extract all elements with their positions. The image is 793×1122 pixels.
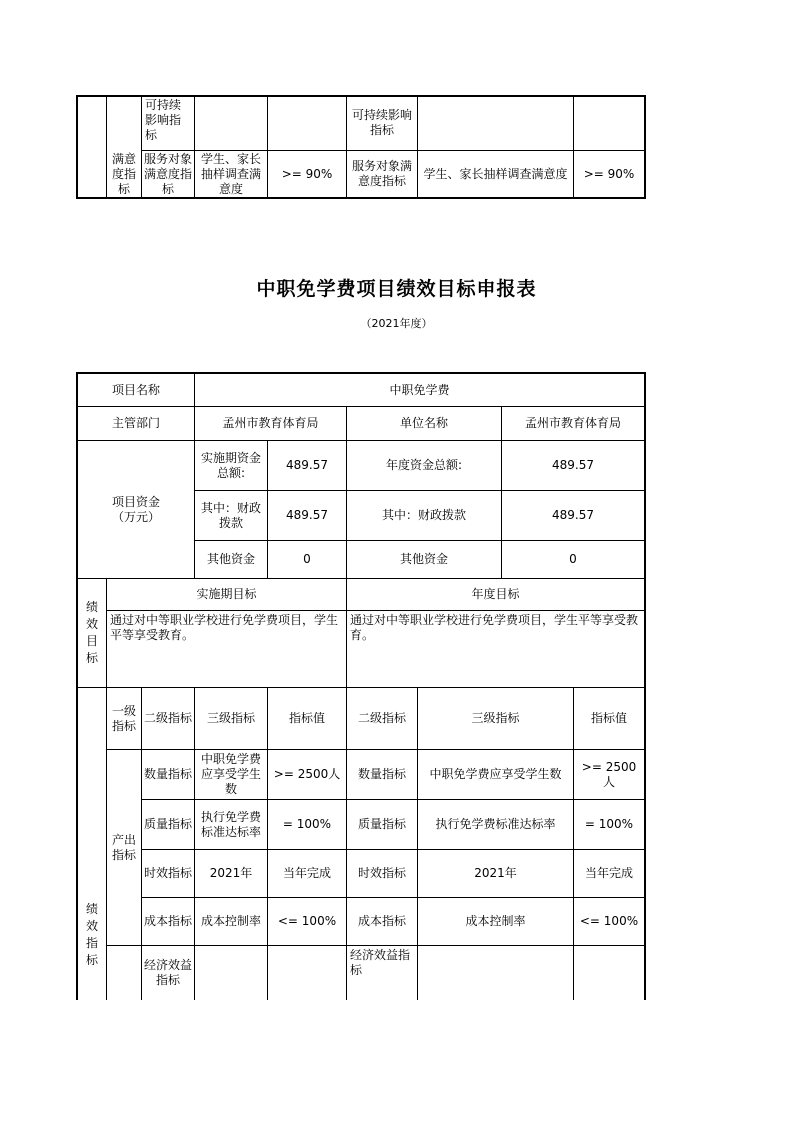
- indicator-level3-b: 执行免学费标准达标率: [435, 817, 556, 831]
- header-level3: 三级指标: [206, 711, 255, 725]
- indicator-level3: [195, 946, 267, 1000]
- indicator-level3: 执行免学费标准达标率: [200, 809, 261, 839]
- document-year: （2021年度）: [360, 317, 433, 330]
- header-level3-b: 三级指标: [471, 711, 520, 725]
- survey-satisfaction-label: 学生、家长抽样调查满意度: [200, 151, 261, 196]
- funds-label-unit: （万元）: [111, 509, 160, 524]
- survey-satisfaction-value-b: >= 90%: [583, 166, 635, 181]
- header-value: 指标值: [288, 711, 325, 725]
- indicator-level3-b: 成本控制率: [465, 914, 526, 928]
- service-satisfaction-label: 服务对象满意度指标: [144, 151, 193, 196]
- year-goal-text: 通过对中等职业学校进行免学费项目，学生平等享受教育。: [350, 613, 639, 642]
- indicator-level2: 成本指标: [144, 914, 193, 928]
- header-level2: 二级指标: [144, 711, 193, 725]
- indicator-level2-b: 成本指标: [357, 914, 406, 928]
- impl-other-label: 其他资金: [206, 552, 255, 566]
- indicator-level2: 经济效益指标: [144, 958, 193, 987]
- indicator-level3-b: 2021年: [474, 866, 517, 880]
- indicator-level2: 时效指标: [144, 866, 193, 880]
- indicator-value: [268, 946, 346, 1000]
- indicator-level2-b: 质量指标: [357, 817, 406, 831]
- unit-label: 单位名称: [399, 416, 448, 430]
- impl-fiscal-value: 489.57: [286, 508, 328, 522]
- survey-satisfaction-value: >= 90%: [281, 166, 333, 181]
- year-fiscal-value: 489.57: [552, 508, 594, 522]
- year-other-value: 0: [569, 552, 577, 566]
- output-indicator-label: 产出指标: [111, 832, 136, 862]
- service-satisfaction-label-b: 服务对象满意度指标: [351, 159, 412, 188]
- header-level2-b: 二级指标: [357, 711, 406, 725]
- year-total-label: 年度资金总额:: [385, 458, 463, 472]
- indicator-value: 当年完成: [282, 866, 331, 880]
- indicator-level3-b: 中职免学费应享受学生数: [429, 767, 562, 781]
- indicator-value-b: <= 100%: [579, 914, 639, 928]
- impl-fiscal-label: 其中：财政拨款: [200, 500, 261, 530]
- indicator-value-b: [574, 946, 644, 1000]
- funds-label: [78, 441, 194, 578]
- dept-value: 孟州市教育体育局: [222, 416, 319, 430]
- indicator-value: >= 2500人: [273, 767, 341, 781]
- indicator-level2-b: 时效指标: [357, 866, 406, 880]
- indicator-level3: 中职免学费应享受学生数: [200, 752, 261, 796]
- indicator-level3-b: [418, 946, 573, 1000]
- indicator-value: <= 100%: [277, 914, 337, 928]
- impl-total-label: 实施期资金总额:: [200, 450, 261, 480]
- funds-label-text: 项目资金: [111, 494, 160, 509]
- year-total-value: 489.57: [552, 458, 594, 472]
- impl-total-value: 489.57: [286, 458, 328, 472]
- goals-label: 绩效目标: [85, 600, 98, 665]
- header-level1: 一级指标: [111, 703, 136, 733]
- impl-goal-header: 实施期目标: [196, 587, 257, 601]
- indicators-label: 绩效指标: [85, 902, 98, 967]
- indicator-value: = 100%: [282, 817, 332, 831]
- indicator-level3: 2021年: [209, 866, 253, 880]
- survey-satisfaction-label-b: 学生、家长抽样调查满意度: [423, 166, 568, 181]
- satisfaction-category: 满意度指标: [111, 151, 136, 196]
- indicator-level3: 成本控制率: [200, 914, 261, 928]
- document-title: 中职免学费项目绩效目标申报表: [256, 278, 537, 300]
- indicator-level2: 质量指标: [144, 817, 193, 831]
- year-other-label: 其他资金: [399, 552, 448, 566]
- indicator-value-b: = 100%: [584, 817, 634, 831]
- sustain-indicator-label: 可持续影响指标: [145, 98, 182, 142]
- unit-value: 孟州市教育体育局: [524, 416, 621, 430]
- project-name-value: 中职免学费: [389, 382, 450, 397]
- indicator-level2-b: 数量指标: [357, 767, 406, 781]
- year-fiscal-label: 其中：财政拨款: [381, 508, 466, 522]
- project-name-label: 项目名称: [111, 382, 160, 397]
- year-goal-header: 年度目标: [471, 587, 520, 601]
- indicator-value-b: >= 2500人: [581, 759, 637, 789]
- indicator-level2: 数量指标: [144, 767, 193, 781]
- impl-goal-text: 通过对中等职业学校进行免学费项目，学生平等享受教育。: [110, 613, 339, 642]
- impl-other-value: 0: [303, 552, 311, 566]
- dept-label: 主管部门: [111, 416, 160, 430]
- indicator-value-b: 当年完成: [584, 866, 633, 880]
- header-value-b: 指标值: [590, 711, 627, 725]
- indicator-level2-b: 经济效益指标: [350, 948, 411, 977]
- sustain-indicator-label-b: 可持续影响指标: [351, 108, 412, 137]
